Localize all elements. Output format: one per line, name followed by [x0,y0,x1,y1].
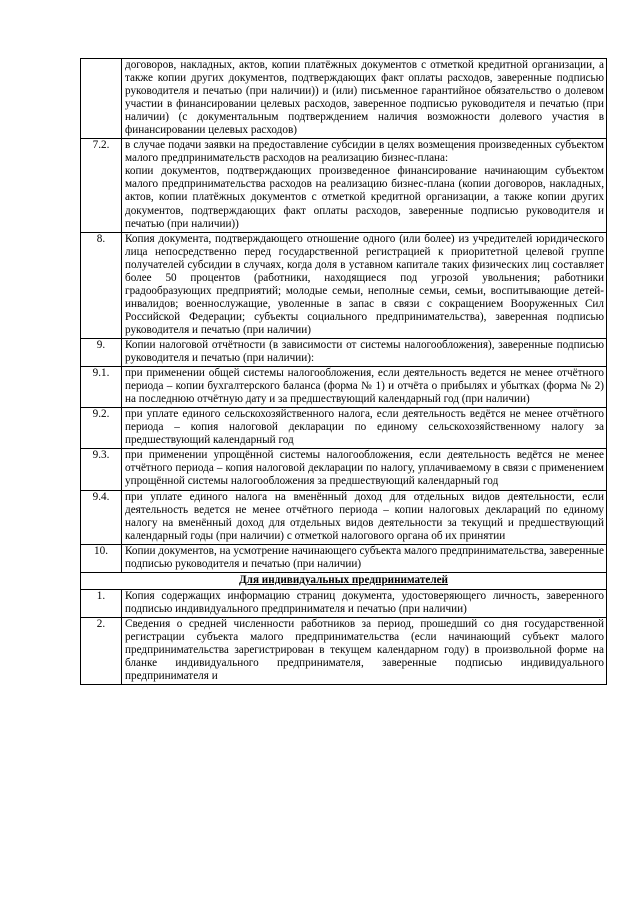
table-row [81,338,607,366]
section-heading-row [81,572,607,589]
row-number: 8. [81,232,122,338]
table-row [81,617,607,684]
table-row [81,59,607,139]
row-number: 9. [81,338,122,366]
row-number: 9.2. [81,408,122,449]
row-number: 9.1. [81,367,122,408]
table-row [81,589,607,617]
row-text: Копия документа, подтверждающего отношение одного (или более) из учредителей юридического лица непосредственно перед государственной регистрацией к приоритетной целевой группе получателей субсидии в случаях, когда доля в уставном капитале таких физических лиц составляет более 50 процентов (работники, находящиеся под угрозой увольнения; работники градообразующих предприятий; молодые семьи, неполные семьи, семьи, воспитывающие детей-инвалидов; военнослужащие, уволенные в запас в связи с сокращением Вооруженных Сил Российской Федерации; субъекты социального предпринимательства), заверенная подписью руководителя и печатью (при наличии) [122,232,607,338]
table-row [81,367,607,408]
table-row [81,139,607,232]
table-row [81,408,607,449]
table-row [81,449,607,490]
row-text: при уплате единого сельскохозяйственного налога, если деятельность ведётся не менее отчётного периода – копия налоговой декларации по единому сельскохозяйственному налогу за предшествующий календарный год [122,408,607,449]
row-number: 10. [81,544,122,572]
row-number: 9.4. [81,490,122,544]
row-number: 7.2. [81,139,122,232]
row-text: Сведения о средней численности работников за период, прошедший со дня государственной регистрации субъекта малого предпринимательства (если начинающий субъект малого предпринимательства зарегистрирован в текущем календарном году) в произвольной форме на бланке индивидуального предпринимателя, заверенные подписью индивидуального предпринимателя и [122,617,607,684]
section-heading: Для индивидуальных предпринимателей [81,572,607,589]
row-number: 9.3. [81,449,122,490]
row-text: при применении общей системы налогообложения, если деятельность ведется не менее отчётного периода – копии бухгалтерского баланса (форма № 1) и отчёта о прибылях и убытках (форма № 2) на последнюю отчётную дату и за предшествующий календарный год (при наличии) [122,367,607,408]
row-text: Копии документов, на усмотрение начинающего субъекта малого предпринимательства, заверенные подписью руководителя и печатью (при наличии) [122,544,607,572]
requirements-table [80,58,607,685]
row-text: при применении упрощённой системы налогообложения, если деятельность ведётся не менее отчётного периода – копия налоговой декларации по налогу, уплачиваемому в связи с применением упрощённой системы налогообложения за предшествующий календарный год [122,449,607,490]
row-number [81,59,122,139]
row-text: при уплате единого налога на вменённый доход для отдельных видов деятельности, если деятельность ведется не менее отчётного периода – копии налоговых деклараций по единому налогу на вменённый доход для отдельных видов деятельности за текущий и предшествующий календарный годы (при наличии) с отметкой налогового органа об их принятии [122,490,607,544]
row-text: Копии налоговой отчётности (в зависимости от системы налогообложения), заверенные подписью руководителя и печатью (при наличии): [122,338,607,366]
row-number: 2. [81,617,122,684]
table-row [81,232,607,338]
row-text: Копия содержащих информацию страниц документа, удостоверяющего личность, заверенного подписью индивидуального предпринимателя и печатью (при наличии) [122,589,607,617]
table-row [81,490,607,544]
row-text: в случае подачи заявки на предоставление субсидии в целях возмещения произведенных субъектом малого предпринимательств расходов на реализацию бизнес-плана: копии документов, подтверждающих произведенное финансирование начинающим субъектом малого предпринимательства расходов на реализацию бизнес-плана (копии договоров, накладных, актов, копии платёжных документов с отметкой кредитной организации, а также копии других документов, подтверждающих факт оплаты расходов, заверенные подписью руководителя и печатью (при наличии)) [122,139,607,232]
row-number: 1. [81,589,122,617]
table-row [81,544,607,572]
row-text: договоров, накладных, актов, копии платёжных документов с отметкой кредитной организации, а также копии других документов, подтверждающих факт оплаты расходов, заверенные подписью руководителя и печатью (при наличии)) и (или) письменное гарантийное обязательство о долевом участии в финансировании целевых расходов, заверенное подписью руководителя и печатью (при наличии) (с документальным подтверждением наличия возможности долевого участия в финансировании целевых расходов) [122,59,607,139]
